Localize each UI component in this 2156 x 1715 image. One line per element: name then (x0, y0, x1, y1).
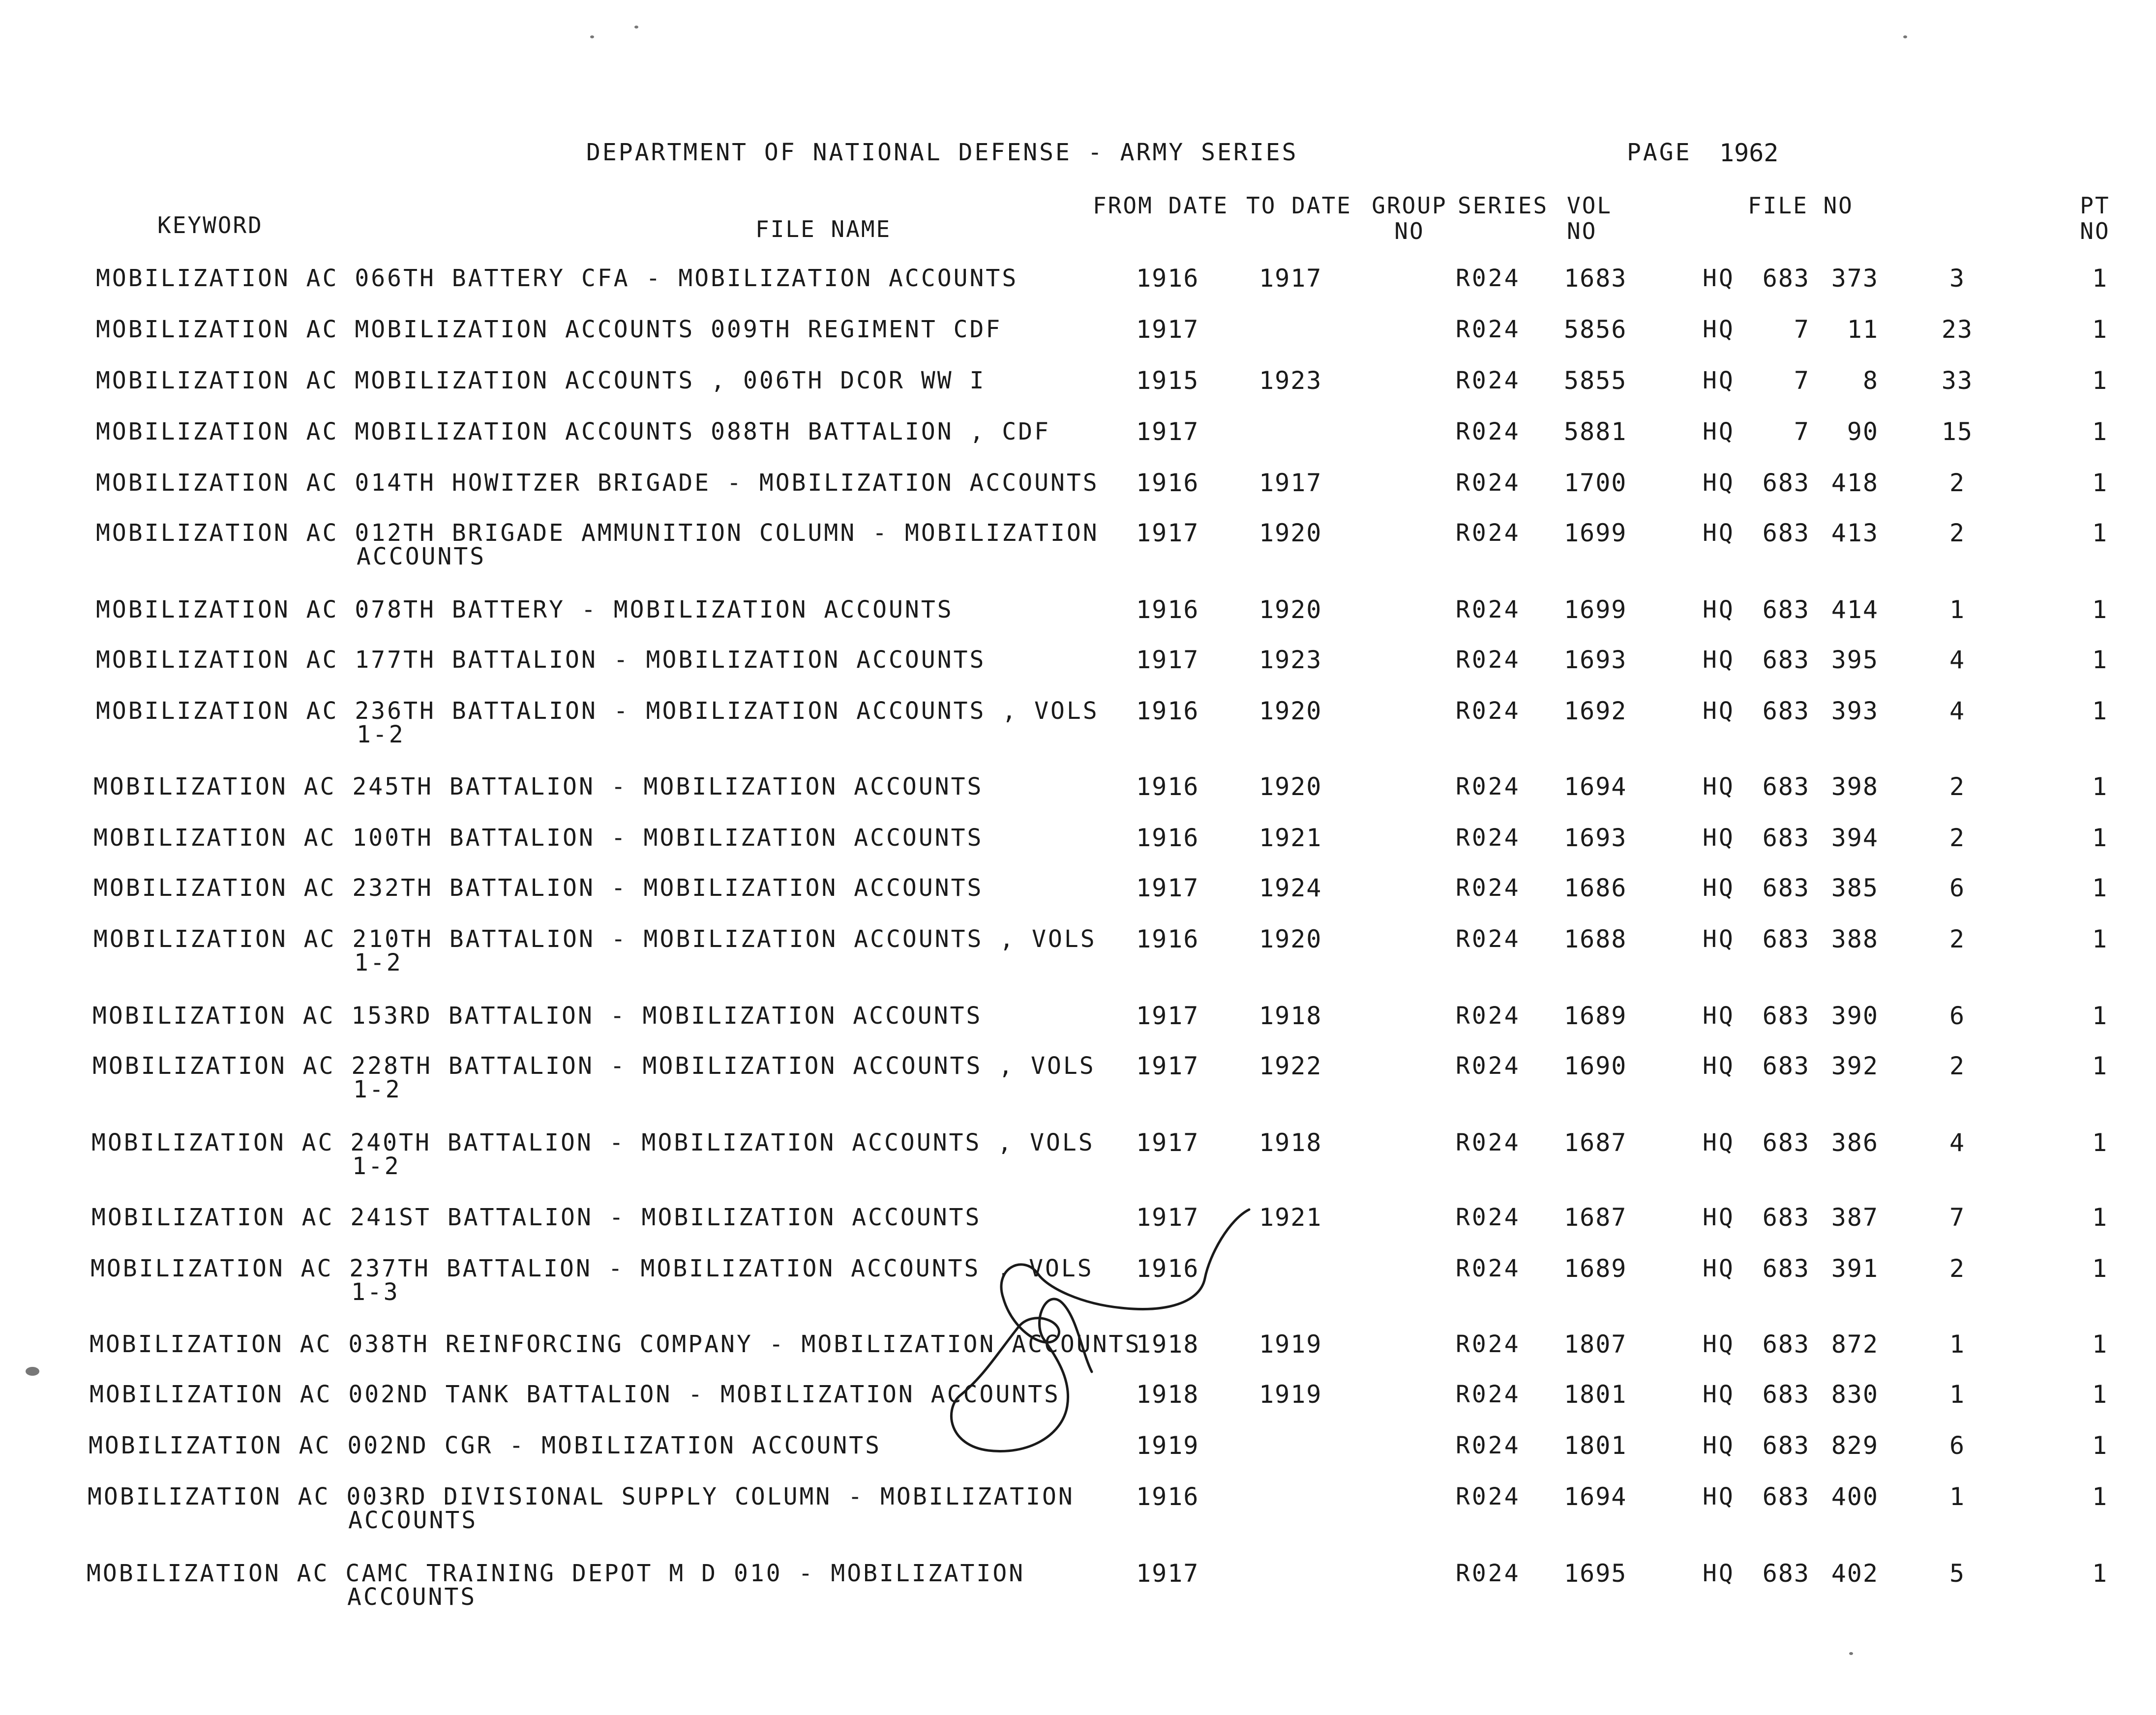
from-date-cell: 1916 (1136, 1482, 1199, 1511)
file-no-part-1-cell: 683 (1762, 1559, 1810, 1588)
series-cell: R024 (1456, 519, 1521, 547)
file-no-part-3-cell: 4 (1949, 646, 1966, 674)
series-cell: R024 (1456, 773, 1521, 800)
from-date-cell: 1916 (1136, 772, 1199, 801)
column-header-vol-no (1567, 193, 1612, 244)
file-name-text: MOBILIZATION AC 012TH BRIGADE AMMUNITION COLUMN - MOBILIZATION (96, 519, 1099, 547)
vol-no-cell: 1683 (1564, 264, 1627, 293)
file-no-part-1-cell: 683 (1762, 519, 1810, 547)
file-no-part-2-cell: 394 (1831, 824, 1879, 852)
file-no-part-2-cell: 11 (1847, 315, 1879, 344)
file-no-part-3-cell: 4 (1949, 697, 1966, 725)
file-no-part-2-cell: 388 (1831, 925, 1879, 953)
pt-no-cell: 1 (2092, 264, 2108, 293)
file-no-part-1-cell: 683 (1762, 772, 1810, 801)
file-no-part-1-cell: 7 (1794, 366, 1810, 395)
file-name-text: MOBILIZATION AC 210TH BATTALION - MOBILIZATION ACCOUNTS , VOLS (93, 925, 1097, 953)
pt-no-cell: 1 (2092, 1330, 2108, 1359)
file-no-part-3-cell: 6 (1949, 874, 1966, 902)
column-header-vol-no-line1: VOL (1567, 192, 1613, 219)
file-name-continuation: ACCOUNTS (348, 1507, 478, 1534)
to-date-cell: 1918 (1259, 1128, 1322, 1157)
file-name-text: MOBILIZATION AC MOBILIZATION ACCOUNTS 088TH BATTALION , CDF (96, 418, 1051, 445)
file-no-part-2-cell: 830 (1831, 1380, 1879, 1409)
file-name-text: MOBILIZATION AC 066TH BATTERY CFA - MOBILIZATION ACCOUNTS (96, 265, 1018, 292)
column-header-vol-no-line2: NO (1567, 218, 1597, 244)
file-no-part-3-cell: 33 (1941, 366, 1974, 395)
table-row (0, 520, 2156, 594)
file-no-prefix-cell: HQ (1703, 773, 1735, 800)
scan-speck (1903, 35, 1907, 38)
pt-no-cell: 1 (2092, 925, 2108, 953)
file-no-part-1-cell: 683 (1762, 1002, 1810, 1030)
file-no-part-1-cell: 683 (1762, 1052, 1810, 1080)
file-no-part-1-cell: 683 (1762, 1254, 1810, 1283)
pt-no-cell: 1 (2092, 1203, 2108, 1232)
from-date-cell: 1917 (1136, 315, 1199, 344)
column-header-to-date: TO DATE (1246, 192, 1352, 219)
vol-no-cell: 1689 (1564, 1002, 1627, 1030)
to-date-cell: 1919 (1259, 1380, 1322, 1409)
pt-no-cell: 1 (2092, 1431, 2108, 1460)
from-date-cell: 1917 (1136, 1052, 1199, 1080)
file-no-part-2-cell: 400 (1831, 1482, 1879, 1511)
file-no-prefix-cell: HQ (1703, 646, 1735, 674)
from-date-cell: 1917 (1136, 646, 1199, 674)
from-date-cell: 1919 (1136, 1431, 1199, 1460)
file-name-text: MOBILIZATION AC 177TH BATTALION - MOBILIZATION ACCOUNTS (96, 646, 986, 674)
file-no-part-1-cell: 683 (1762, 1431, 1810, 1460)
series-cell: R024 (1456, 1381, 1521, 1408)
file-name-text: MOBILIZATION AC 237TH BATTALION - MOBILIZATION ACCOUNTS , VOLS (90, 1255, 1094, 1282)
file-name-continuation: 1-2 (357, 721, 405, 748)
file-name-text: MOBILIZATION AC 014TH HOWITZER BRIGADE - MOBILIZATION ACCOUNTS (96, 469, 1099, 497)
file-no-part-2-cell: 386 (1831, 1128, 1879, 1157)
file-name-continuation: ACCOUNTS (357, 543, 486, 570)
to-date-cell: 1920 (1259, 697, 1322, 725)
file-no-part-1-cell: 683 (1762, 646, 1810, 674)
series-cell: R024 (1456, 874, 1521, 902)
file-no-part-2-cell: 8 (1862, 366, 1879, 395)
file-name-text: MOBILIZATION AC 232TH BATTALION - MOBILIZATION ACCOUNTS (93, 874, 984, 902)
vol-no-cell: 1693 (1564, 646, 1627, 674)
vol-no-cell: 1699 (1564, 595, 1627, 624)
scrawl-stroke (951, 1210, 1249, 1451)
file-name-text: MOBILIZATION AC 078TH BATTERY - MOBILIZATION ACCOUNTS (96, 596, 954, 623)
column-header-file-name: FILE NAME (755, 216, 892, 242)
file-no-part-1-cell: 683 (1762, 1380, 1810, 1409)
file-name-text: MOBILIZATION AC 003RD DIVISIONAL SUPPLY COLUMN - MOBILIZATION (88, 1483, 1075, 1510)
file-no-prefix-cell: HQ (1703, 1002, 1735, 1030)
from-date-cell: 1918 (1136, 1380, 1199, 1409)
file-name-text: MOBILIZATION AC 153RD BATTALION - MOBILIZATION ACCOUNTS (92, 1002, 983, 1030)
to-date-cell: 1920 (1259, 595, 1322, 624)
from-date-cell: 1916 (1136, 595, 1199, 624)
file-no-part-3-cell: 2 (1949, 1254, 1966, 1283)
to-date-cell: 1923 (1259, 646, 1322, 674)
vol-no-cell: 1688 (1564, 925, 1627, 953)
pt-no-cell: 1 (2092, 697, 2108, 725)
to-date-cell: 1917 (1259, 469, 1322, 497)
file-no-part-3-cell: 15 (1941, 417, 1974, 446)
file-no-part-1-cell: 683 (1762, 824, 1810, 852)
table-row (0, 926, 2156, 1000)
file-no-prefix-cell: HQ (1703, 1255, 1735, 1282)
file-no-part-2-cell: 90 (1847, 417, 1879, 446)
file-no-part-1-cell: 683 (1762, 1128, 1810, 1157)
file-no-part-1-cell: 683 (1762, 1330, 1810, 1359)
vol-no-cell: 5856 (1564, 315, 1627, 344)
from-date-cell: 1916 (1136, 925, 1199, 953)
file-no-part-1-cell: 683 (1762, 925, 1810, 953)
scan-speck (1849, 1652, 1853, 1655)
series-cell: R024 (1456, 1483, 1521, 1510)
file-no-part-3-cell: 1 (1949, 1330, 1966, 1359)
file-no-prefix-cell: HQ (1703, 1483, 1735, 1510)
vol-no-cell: 1686 (1564, 874, 1627, 902)
file-name-text: MOBILIZATION AC CAMC TRAINING DEPOT M D 010 - MOBILIZATION (87, 1560, 1025, 1587)
from-date-cell: 1917 (1136, 1203, 1199, 1232)
file-name-text: MOBILIZATION AC 100TH BATTALION - MOBILIZATION ACCOUNTS (93, 824, 984, 852)
column-header-group-no-line1: GROUP (1372, 192, 1447, 219)
file-name-text: MOBILIZATION AC 241ST BATTALION - MOBILIZATION ACCOUNTS (91, 1204, 982, 1231)
vol-no-cell: 1687 (1564, 1203, 1627, 1232)
file-no-prefix-cell: HQ (1703, 1432, 1735, 1459)
file-no-part-2-cell: 414 (1831, 595, 1879, 624)
column-header-group-no-line2: NO (1394, 218, 1425, 244)
from-date-cell: 1917 (1136, 1559, 1199, 1588)
vol-no-cell: 1693 (1564, 824, 1627, 852)
to-date-cell: 1920 (1259, 772, 1322, 801)
pt-no-cell: 1 (2092, 366, 2108, 395)
pt-no-cell: 1 (2092, 1052, 2108, 1080)
file-name-continuation: ACCOUNTS (347, 1583, 477, 1611)
file-no-part-2-cell: 395 (1831, 646, 1879, 674)
vol-no-cell: 1690 (1564, 1052, 1627, 1080)
from-date-cell: 1917 (1136, 1128, 1199, 1157)
series-cell: R024 (1456, 316, 1521, 343)
file-no-part-1-cell: 683 (1762, 874, 1810, 902)
file-name-continuation: 1-3 (351, 1278, 400, 1306)
to-date-cell: 1918 (1259, 1002, 1322, 1030)
from-date-cell: 1917 (1136, 874, 1199, 902)
file-no-part-3-cell: 1 (1949, 595, 1966, 624)
pt-no-cell: 1 (2092, 1002, 2108, 1030)
vol-no-cell: 1801 (1564, 1431, 1627, 1460)
file-no-part-1-cell: 683 (1762, 1203, 1810, 1232)
pt-no-cell: 1 (2092, 824, 2108, 852)
file-no-part-3-cell: 6 (1949, 1002, 1966, 1030)
series-cell: R024 (1456, 1204, 1521, 1231)
document-title: DEPARTMENT OF NATIONAL DEFENSE - ARMY SERIES (586, 139, 1298, 166)
file-name-text: MOBILIZATION AC 002ND CGR - MOBILIZATION ACCOUNTS (89, 1432, 882, 1459)
scan-speck (634, 26, 638, 29)
vol-no-cell: 5881 (1564, 417, 1627, 446)
file-no-prefix-cell: HQ (1703, 1331, 1735, 1358)
to-date-cell: 1922 (1259, 1052, 1322, 1080)
file-no-part-2-cell: 398 (1831, 772, 1879, 801)
vol-no-cell: 1801 (1564, 1380, 1627, 1409)
file-no-part-2-cell: 829 (1831, 1431, 1879, 1460)
file-no-prefix-cell: HQ (1703, 596, 1735, 623)
file-no-prefix-cell: HQ (1703, 824, 1735, 852)
file-no-prefix-cell: HQ (1703, 469, 1735, 497)
file-no-part-3-cell: 2 (1949, 519, 1966, 547)
file-name-text: MOBILIZATION AC 236TH BATTALION - MOBILIZATION ACCOUNTS , VOLS (96, 697, 1099, 725)
file-no-part-3-cell: 2 (1949, 824, 1966, 852)
vol-no-cell: 1695 (1564, 1559, 1627, 1588)
file-name-continuation: 1-2 (352, 1153, 401, 1180)
pen-scrawl-mark (934, 1190, 1279, 1485)
file-no-part-2-cell: 393 (1831, 697, 1879, 725)
file-no-part-2-cell: 872 (1831, 1330, 1879, 1359)
file-no-part-1-cell: 683 (1762, 595, 1810, 624)
file-name-text: MOBILIZATION AC MOBILIZATION ACCOUNTS 009TH REGIMENT CDF (96, 316, 1002, 343)
pt-no-cell: 1 (2092, 519, 2108, 547)
table-row (0, 1484, 2156, 1558)
file-no-prefix-cell: HQ (1703, 925, 1735, 953)
column-header-pt-no-line1: PT (2080, 192, 2110, 219)
vol-no-cell: 1699 (1564, 519, 1627, 547)
pt-no-cell: 1 (2092, 595, 2108, 624)
file-no-part-3-cell: 6 (1949, 1431, 1966, 1460)
vol-no-cell: 1689 (1564, 1254, 1627, 1283)
series-cell: R024 (1456, 1129, 1521, 1156)
file-no-part-3-cell: 1 (1949, 1482, 1966, 1511)
pt-no-cell: 1 (2092, 874, 2108, 902)
from-date-cell: 1916 (1136, 264, 1199, 293)
column-header-pt-no-line2: NO (2080, 218, 2110, 244)
file-no-part-1-cell: 683 (1762, 264, 1810, 293)
file-no-part-3-cell: 5 (1949, 1559, 1966, 1588)
table-row (0, 698, 2156, 772)
from-date-cell: 1916 (1136, 469, 1199, 497)
table-row (0, 1561, 2156, 1634)
file-no-part-2-cell: 387 (1831, 1203, 1879, 1232)
column-header-keyword: KEYWORD (157, 212, 263, 238)
file-name-text: MOBILIZATION AC 245TH BATTALION - MOBILIZATION ACCOUNTS (93, 773, 984, 800)
vol-no-cell: 1807 (1564, 1330, 1627, 1359)
file-name-text: MOBILIZATION AC 240TH BATTALION - MOBILIZATION ACCOUNTS , VOLS (91, 1129, 1095, 1156)
file-no-prefix-cell: HQ (1703, 1381, 1735, 1408)
file-no-part-2-cell: 391 (1831, 1254, 1879, 1283)
page-label: PAGE (1627, 139, 1692, 166)
from-date-cell: 1917 (1136, 1002, 1199, 1030)
file-no-part-3-cell: 2 (1949, 469, 1966, 497)
column-header-file-no: FILE NO (1748, 192, 1854, 219)
series-cell: R024 (1456, 469, 1521, 497)
file-no-part-2-cell: 413 (1831, 519, 1879, 547)
series-cell: R024 (1456, 824, 1521, 852)
series-cell: R024 (1456, 418, 1521, 445)
file-no-prefix-cell: HQ (1703, 1129, 1735, 1156)
file-no-part-3-cell: 7 (1949, 1203, 1966, 1232)
series-cell: R024 (1456, 596, 1521, 623)
from-date-cell: 1917 (1136, 417, 1199, 446)
file-no-part-2-cell: 390 (1831, 1002, 1879, 1030)
series-cell: R024 (1456, 925, 1521, 953)
file-name-continuation: 1-2 (353, 1076, 402, 1103)
column-header-group-no (1365, 193, 1454, 244)
file-no-part-3-cell: 1 (1949, 1380, 1966, 1409)
file-no-part-3-cell: 3 (1949, 264, 1966, 293)
series-cell: R024 (1456, 697, 1521, 725)
vol-no-cell: 1687 (1564, 1128, 1627, 1157)
file-no-prefix-cell: HQ (1703, 265, 1735, 292)
column-header-from-date: FROM DATE (1093, 192, 1229, 219)
series-cell: R024 (1456, 367, 1521, 394)
series-cell: R024 (1456, 1255, 1521, 1282)
file-no-prefix-cell: HQ (1703, 1204, 1735, 1231)
series-cell: R024 (1456, 265, 1521, 292)
file-no-part-3-cell: 2 (1949, 925, 1966, 953)
table-row (0, 1053, 2156, 1127)
file-no-part-2-cell: 418 (1831, 469, 1879, 497)
file-no-prefix-cell: HQ (1703, 1560, 1735, 1587)
file-name-continuation: 1-2 (354, 949, 403, 976)
file-no-prefix-cell: HQ (1703, 1052, 1735, 1080)
file-no-part-2-cell: 373 (1831, 264, 1879, 293)
to-date-cell: 1923 (1259, 366, 1322, 395)
to-date-cell: 1921 (1259, 1203, 1322, 1232)
file-no-part-1-cell: 683 (1762, 697, 1810, 725)
series-cell: R024 (1456, 1002, 1521, 1030)
from-date-cell: 1916 (1136, 697, 1199, 725)
file-no-part-1-cell: 683 (1762, 469, 1810, 497)
to-date-cell: 1920 (1259, 519, 1322, 547)
file-name-text: MOBILIZATION AC 228TH BATTALION - MOBILIZATION ACCOUNTS , VOLS (92, 1052, 1096, 1080)
from-date-cell: 1915 (1136, 366, 1199, 395)
file-no-part-2-cell: 392 (1831, 1052, 1879, 1080)
series-cell: R024 (1456, 1331, 1521, 1358)
scan-speck (26, 1367, 39, 1376)
series-cell: R024 (1456, 1560, 1521, 1587)
file-no-part-1-cell: 683 (1762, 1482, 1810, 1511)
to-date-cell: 1917 (1259, 264, 1322, 293)
series-cell: R024 (1456, 646, 1521, 674)
pt-no-cell: 1 (2092, 315, 2108, 344)
file-no-part-3-cell: 23 (1941, 315, 1974, 344)
file-no-part-3-cell: 2 (1949, 1052, 1966, 1080)
pt-no-cell: 1 (2092, 1380, 2108, 1409)
file-no-part-3-cell: 2 (1949, 772, 1966, 801)
file-no-part-2-cell: 385 (1831, 874, 1879, 902)
from-date-cell: 1916 (1136, 1254, 1199, 1283)
file-name-text: MOBILIZATION AC 002ND TANK BATTALION - MOBILIZATION ACCOUNTS (90, 1381, 1060, 1408)
vol-no-cell: 1692 (1564, 697, 1627, 725)
file-no-part-3-cell: 4 (1949, 1128, 1966, 1157)
file-name-text: MOBILIZATION AC 038TH REINFORCING COMPANY - MOBILIZATION ACCOUNTS (90, 1331, 1141, 1358)
series-cell: R024 (1456, 1052, 1521, 1080)
file-no-part-1-cell: 7 (1794, 417, 1810, 446)
series-cell: R024 (1456, 1432, 1521, 1459)
pt-no-cell: 1 (2092, 1482, 2108, 1511)
scan-speck (590, 35, 594, 38)
vol-no-cell: 5855 (1564, 366, 1627, 395)
pt-no-cell: 1 (2092, 646, 2108, 674)
column-header-pt-no (2075, 193, 2115, 244)
vol-no-cell: 1694 (1564, 1482, 1627, 1511)
to-date-cell: 1921 (1259, 824, 1322, 852)
pt-no-cell: 1 (2092, 1559, 2108, 1588)
file-no-prefix-cell: HQ (1703, 874, 1735, 902)
to-date-cell: 1920 (1259, 925, 1322, 953)
pt-no-cell: 1 (2092, 1254, 2108, 1283)
pt-no-cell: 1 (2092, 417, 2108, 446)
file-no-prefix-cell: HQ (1703, 316, 1735, 343)
file-no-prefix-cell: HQ (1703, 697, 1735, 725)
file-name-text: MOBILIZATION AC MOBILIZATION ACCOUNTS , 006TH DCOR WW I (96, 367, 986, 394)
pt-no-cell: 1 (2092, 772, 2108, 801)
from-date-cell: 1916 (1136, 824, 1199, 852)
from-date-cell: 1918 (1136, 1330, 1199, 1359)
file-no-prefix-cell: HQ (1703, 367, 1735, 394)
page-number: 1962 (1719, 139, 1779, 167)
to-date-cell: 1924 (1259, 874, 1322, 902)
file-no-part-1-cell: 7 (1794, 315, 1810, 344)
pt-no-cell: 1 (2092, 1128, 2108, 1157)
column-header-series: SERIES (1458, 192, 1549, 219)
to-date-cell: 1919 (1259, 1330, 1322, 1359)
vol-no-cell: 1700 (1564, 469, 1627, 497)
file-no-prefix-cell: HQ (1703, 519, 1735, 547)
from-date-cell: 1917 (1136, 519, 1199, 547)
file-no-prefix-cell: HQ (1703, 418, 1735, 445)
pt-no-cell: 1 (2092, 469, 2108, 497)
file-no-part-2-cell: 402 (1831, 1559, 1879, 1588)
vol-no-cell: 1694 (1564, 772, 1627, 801)
